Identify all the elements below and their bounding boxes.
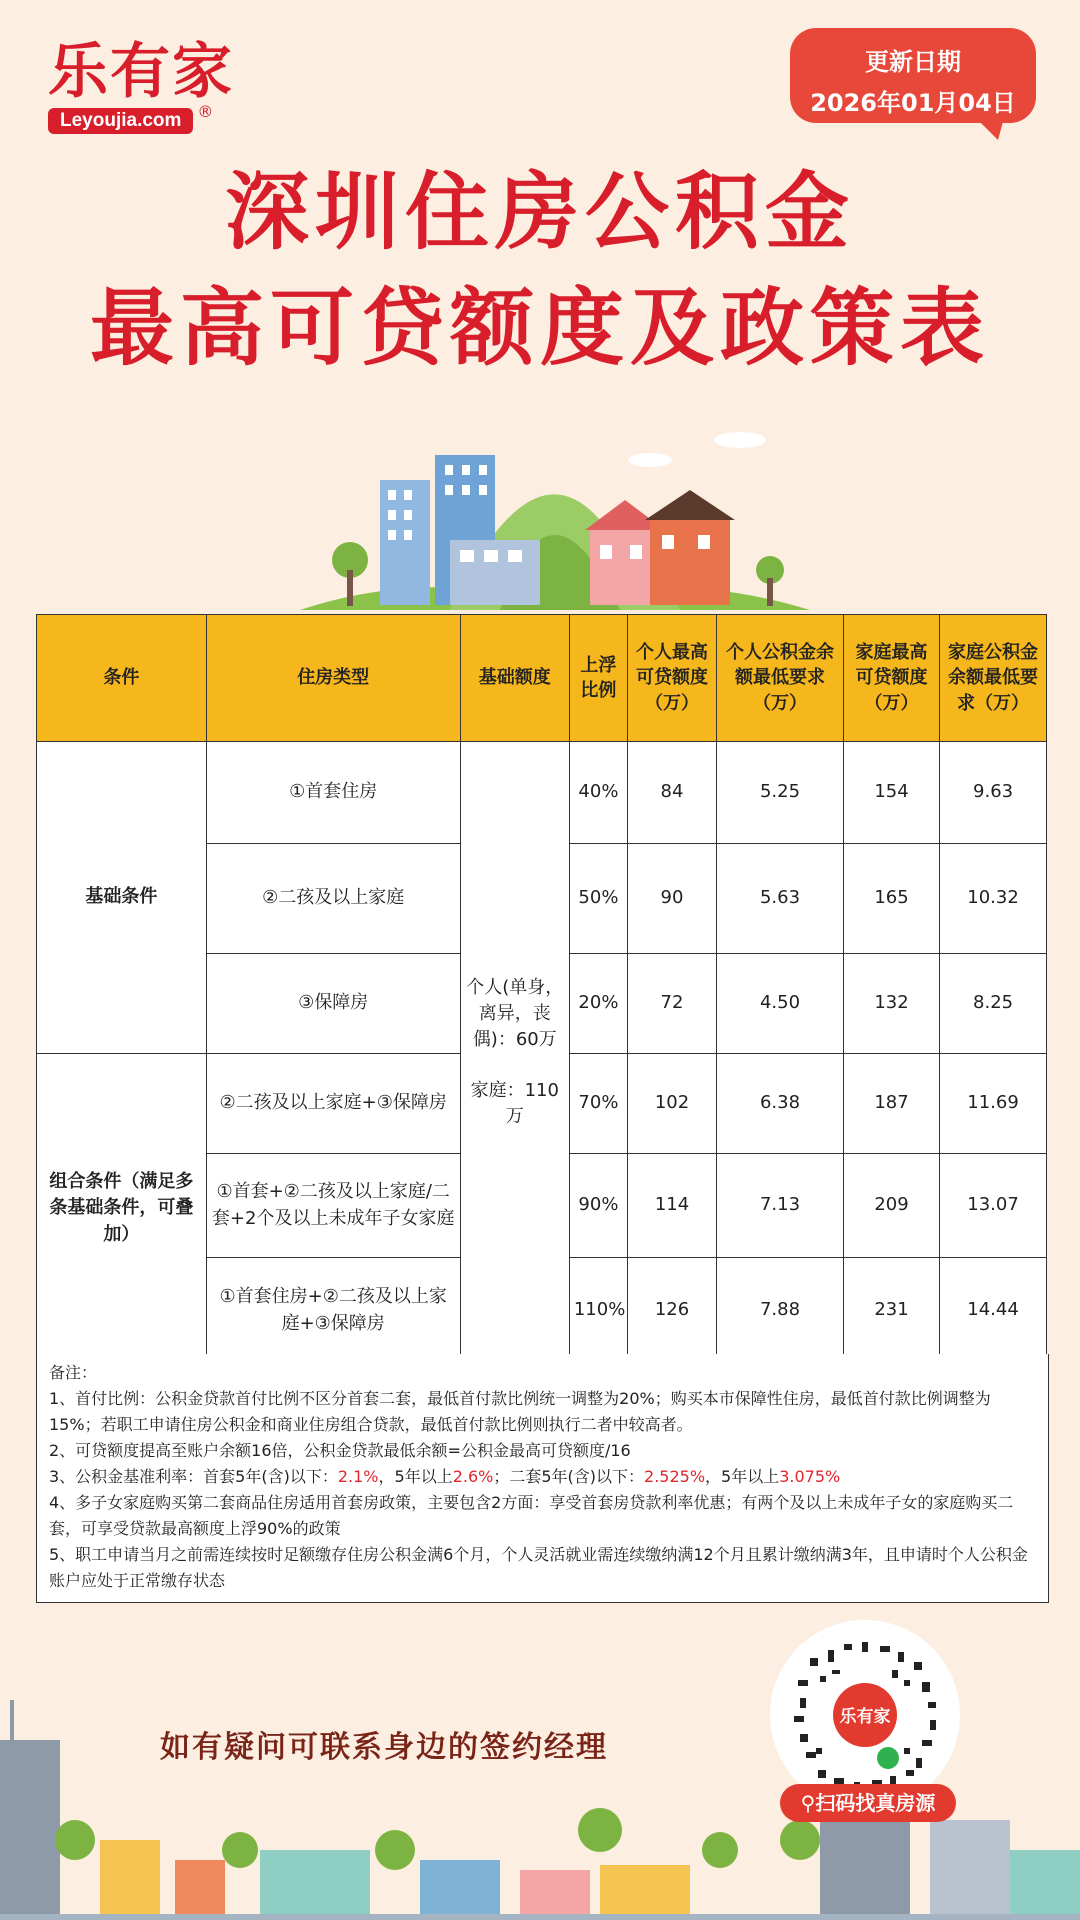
rate-value: 2.6% (452, 1467, 494, 1486)
rate-value: 3.075% (779, 1467, 841, 1486)
notes-box (36, 1354, 1049, 1603)
city-illustration (300, 400, 820, 615)
rate-text: ，5年以上 (378, 1467, 453, 1486)
search-icon: ⚲ (800, 1791, 816, 1815)
ratio: 20% (569, 954, 627, 1054)
personal-max: 102 (628, 1054, 717, 1154)
personal-max: 72 (628, 954, 717, 1054)
housing-type: ②二孩及以上家庭 (206, 844, 460, 954)
rate-text: ，5年以上 (705, 1467, 780, 1486)
personal-max: 84 (628, 742, 717, 844)
note-item: 4、多子女家庭购买第二套商品住房适用首套房政策，主要包含2方面：享受首套房贷款利率优惠；有两个及以上未成年子女的家庭购买二套，可享受贷款最高额度上浮90%的政策 (49, 1493, 1014, 1538)
col-header: 条件 (37, 615, 207, 742)
qr-code[interactable] (770, 1620, 960, 1810)
personal-min: 4.50 (717, 954, 844, 1054)
group-combined: 组合条件（满足多条基础条件，可叠加） (37, 1054, 207, 1364)
housing-type: ①首套住房 (206, 742, 460, 844)
family-max: 231 (843, 1258, 939, 1364)
scan-qr-badge[interactable] (780, 1784, 956, 1822)
housing-type: ③保障房 (206, 954, 460, 1054)
personal-min: 5.63 (717, 844, 844, 954)
personal-min: 7.13 (717, 1154, 844, 1258)
base-family: 家庭：110万 (470, 1079, 559, 1127)
ratio: 40% (569, 742, 627, 844)
base-amount-cell (460, 742, 569, 1364)
family-min: 13.07 (940, 1154, 1047, 1258)
table-row (37, 742, 1047, 844)
brand-logo (48, 37, 234, 134)
col-header: 家庭公积金余额最低要求（万） (940, 615, 1047, 742)
family-min: 11.69 (940, 1054, 1047, 1154)
family-max: 165 (843, 844, 939, 954)
family-max: 187 (843, 1054, 939, 1154)
family-min: 9.63 (940, 742, 1047, 844)
base-personal: 个人(单身，离异，丧偶)：60万 (466, 977, 564, 1051)
note-item: 5、职工申请当月之前需连续按时足额缴存住房公积金满6个月，个人灵活就业需连续缴纳满12个月且累计缴纳满3年，且申请时个人公积金账户应处于正常缴存状态 (49, 1545, 1028, 1590)
col-header: 基础额度 (460, 615, 569, 742)
page-title-line1: 深圳住房公积金 (224, 163, 855, 261)
group-basic: 基础条件 (37, 742, 207, 1054)
rate-text: 3、公积金基准利率：首套5年(含)以下： (49, 1467, 338, 1486)
family-min: 10.32 (940, 844, 1047, 954)
col-header: 上浮比例 (569, 615, 627, 742)
rate-value: 2.525% (644, 1467, 706, 1486)
housing-type: ②二孩及以上家庭+③保障房 (206, 1054, 460, 1154)
family-min: 8.25 (940, 954, 1047, 1054)
contact-message: 如有疑问可联系身边的签约经理 (160, 1730, 608, 1765)
housing-type: ①首套住房+②二孩及以上家庭+③保障房 (206, 1258, 460, 1364)
family-min: 14.44 (940, 1258, 1047, 1364)
personal-min: 7.88 (717, 1258, 844, 1364)
qr-logo-text: 乐有家 (839, 1707, 891, 1727)
personal-max: 114 (628, 1154, 717, 1258)
update-date: 2026年01月04日 (810, 89, 1016, 117)
ratio: 70% (569, 1054, 627, 1154)
personal-max: 126 (628, 1258, 717, 1364)
family-max: 154 (843, 742, 939, 844)
col-header: 个人最高可贷额度（万） (628, 615, 717, 742)
ratio: 110% (569, 1258, 627, 1364)
note-item-rates (49, 1464, 1036, 1490)
col-header: 个人公积金余额最低要求（万） (717, 615, 844, 742)
table-header-row (37, 615, 1047, 742)
personal-max: 90 (628, 844, 717, 954)
personal-min: 5.25 (717, 742, 844, 844)
qr-label: 扫码找真房源 (815, 1791, 936, 1815)
rate-value: 2.1% (337, 1467, 379, 1486)
note-item: 2、可贷额度提高至账户余额16倍，公积金贷款最低余额=公积金最高可贷额度/16 (49, 1441, 631, 1460)
update-label: 更新日期 (865, 48, 961, 76)
logo-en-text: Leyoujia.com (48, 108, 193, 134)
update-date-badge (790, 28, 1036, 123)
housing-type: ①首套+②二孩及以上家庭/二套+2个及以上未成年子女家庭 (206, 1154, 460, 1258)
notes-heading: 备注： (49, 1363, 98, 1382)
ratio: 90% (569, 1154, 627, 1258)
ratio: 50% (569, 844, 627, 954)
family-max: 209 (843, 1154, 939, 1258)
family-max: 132 (843, 954, 939, 1054)
note-item: 1、首付比例：公积金贷款首付比例不区分首套二套，最低首付款比例统一调整为20%；购买本市保障性住房，最低首付款比例调整为15%；若职工申请住房公积金和商业住房组合贷款，最低首付款比例则执行二者中较高者。 (49, 1389, 991, 1434)
page-title-line2: 最高可贷额度及政策表 (89, 279, 990, 377)
col-header: 家庭最高可贷额度（万） (843, 615, 939, 742)
registered-mark: ® (197, 102, 214, 121)
personal-min: 6.38 (717, 1054, 844, 1154)
col-header: 住房类型 (206, 615, 460, 742)
policy-table (36, 614, 1047, 1364)
logo-cn-text: 乐有家 (48, 37, 234, 107)
rate-text: ；二套5年(含)以下： (493, 1467, 645, 1486)
